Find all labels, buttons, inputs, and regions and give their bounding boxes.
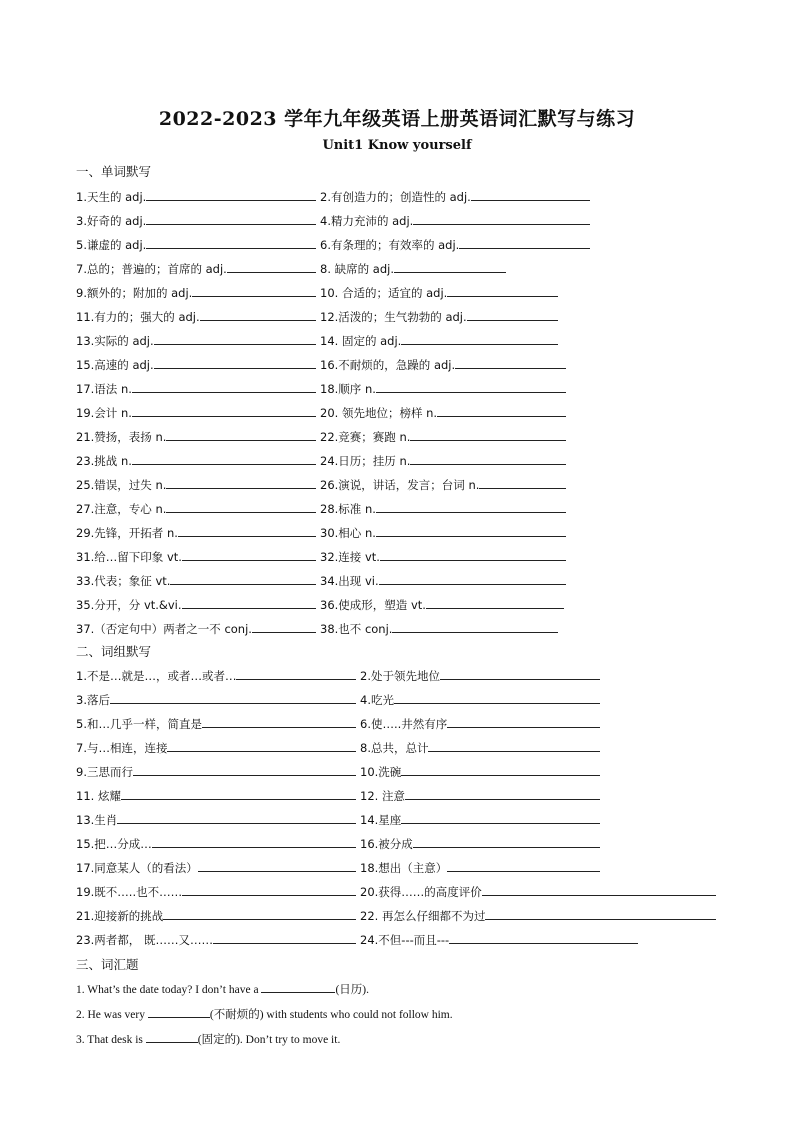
phrase-item-2-answer-blank[interactable]	[440, 665, 600, 680]
vocab-question-2-text-after: (不耐烦的) with students who could not follow him.	[209, 1009, 453, 1021]
phrase-item-20-answer-blank[interactable]	[482, 881, 716, 896]
word-item-20	[320, 402, 568, 422]
word-item-11-label: 11.有力的；强大的 adj.	[76, 310, 200, 324]
word-item-36	[320, 594, 566, 614]
phrase-item-10-answer-blank[interactable]	[401, 761, 600, 776]
word-item-37-label: 37.（否定句中）两者之一不 conj.	[76, 622, 252, 636]
word-item-29-label: 29.先锋，开拓者 n.	[76, 526, 178, 540]
word-item-22	[320, 426, 568, 446]
word-item-12-label: 12.活泼的；生气勃勃的 adj.	[320, 310, 467, 324]
vocab-question-1-text-before: 1. What’s the date today? I don’t have a	[76, 984, 262, 996]
phrase-item-4-label: 4.吃光	[360, 693, 394, 707]
phrase-item-7-label: 7.与…相连，连接	[76, 741, 168, 755]
word-item-14	[320, 330, 560, 350]
phrase-item-17	[76, 857, 358, 877]
word-item-3-answer-blank[interactable]	[146, 210, 316, 225]
word-item-6	[320, 234, 592, 254]
word-item-30-label: 30.相心 n.	[320, 526, 376, 540]
phrase-item-13-answer-blank[interactable]	[117, 809, 356, 824]
phrase-item-12-answer-blank[interactable]	[405, 785, 600, 800]
word-item-31-label: 31.给…留下印象 vt.	[76, 550, 182, 564]
word-item-16-answer-blank[interactable]	[455, 354, 566, 369]
word-item-30	[320, 522, 568, 542]
phrase-item-7-answer-blank[interactable]	[167, 737, 356, 752]
word-item-33-label: 33.代表；象征 vt.	[76, 574, 171, 588]
word-item-10-answer-blank[interactable]	[447, 282, 558, 297]
phrase-item-24-label: 24.不但---而且---	[360, 933, 450, 947]
phrase-item-22	[360, 905, 718, 925]
word-item-36-answer-blank[interactable]	[426, 594, 564, 609]
word-item-25-answer-blank[interactable]	[166, 474, 316, 489]
word-item-16-label: 16.不耐烦的，急躁的 adj.	[320, 358, 456, 372]
phrase-item-16-label: 16.被分成	[360, 837, 413, 851]
phrase-item-1-label: 1.不是…就是…，或者…或者…	[76, 669, 237, 683]
word-item-29-answer-blank[interactable]	[178, 522, 316, 537]
phrase-item-14	[360, 809, 602, 829]
word-item-2	[320, 186, 592, 206]
word-item-26-answer-blank[interactable]	[479, 474, 566, 489]
word-item-29	[76, 522, 318, 542]
section-heading-words: 一、单词默写	[76, 164, 152, 179]
section-heading-phrases: 二、词组默写	[76, 644, 152, 659]
vocab-question-1-text-after: (日历).	[335, 984, 369, 996]
word-item-17-answer-blank[interactable]	[132, 378, 316, 393]
word-item-31	[76, 546, 318, 566]
word-item-22-label: 22.竞赛；赛跑 n.	[320, 430, 411, 444]
word-item-25-label: 25.错误，过失 n.	[76, 478, 167, 492]
phrase-item-6	[360, 713, 602, 733]
word-item-8	[320, 258, 508, 278]
phrase-item-1-answer-blank[interactable]	[236, 665, 356, 680]
word-item-12-answer-blank[interactable]	[467, 306, 558, 321]
word-item-11	[76, 306, 318, 326]
word-item-20-label: 20. 领先地位；榜样 n.	[320, 406, 438, 420]
phrase-item-11-answer-blank[interactable]	[121, 785, 356, 800]
word-item-5-answer-blank[interactable]	[146, 234, 316, 249]
word-item-24-label: 24.日历；挂历 n.	[320, 454, 411, 468]
phrase-item-20	[360, 881, 718, 901]
word-item-5	[76, 234, 318, 254]
word-item-17	[76, 378, 318, 398]
word-item-4	[320, 210, 592, 230]
word-item-30-answer-blank[interactable]	[376, 522, 566, 537]
phrase-item-9	[76, 761, 358, 781]
phrase-item-24-answer-blank[interactable]	[449, 929, 638, 944]
phrase-item-19	[76, 881, 358, 901]
word-item-4-answer-blank[interactable]	[413, 210, 590, 225]
phrase-item-10-label: 10.洗碗	[360, 765, 402, 779]
vocab-question-3-text-before: 3. That desk is	[76, 1034, 146, 1046]
phrase-item-16	[360, 833, 602, 853]
phrase-item-22-answer-blank[interactable]	[485, 905, 716, 920]
word-item-27-answer-blank[interactable]	[166, 498, 316, 513]
phrase-item-8	[360, 737, 602, 757]
word-item-33-answer-blank[interactable]	[170, 570, 316, 585]
word-item-34-label: 34.出现 vi.	[320, 574, 379, 588]
word-item-3-label: 3.好奇的 adj.	[76, 214, 147, 228]
word-item-13	[76, 330, 318, 350]
vocab-question-2-text-before: 2. He was very	[76, 1009, 148, 1021]
word-item-24-answer-blank[interactable]	[410, 450, 566, 465]
phrase-item-19-answer-blank[interactable]	[182, 881, 356, 896]
phrase-item-12	[360, 785, 602, 805]
word-item-2-answer-blank[interactable]	[471, 186, 590, 201]
vocab-question-3-text-after: (固定的). Don’t try to move it.	[197, 1034, 341, 1046]
phrase-item-7	[76, 737, 358, 757]
word-item-15-answer-blank[interactable]	[154, 354, 316, 369]
word-item-34-answer-blank[interactable]	[379, 570, 566, 585]
word-item-38-label: 38.也不 conj.	[320, 622, 393, 636]
phrase-item-15	[76, 833, 358, 853]
phrase-item-23-label: 23.两者都， 既……又……	[76, 933, 213, 947]
phrase-item-15-label: 15.把…分成…	[76, 837, 152, 851]
phrase-item-17-label: 17.同意某人（的看法）	[76, 861, 198, 875]
word-item-28-answer-blank[interactable]	[376, 498, 566, 513]
phrase-item-18-answer-blank[interactable]	[447, 857, 600, 872]
word-item-10-label: 10. 合适的；适宜的 adj.	[320, 286, 448, 300]
word-item-1-label: 1.天生的 adj.	[76, 190, 147, 204]
phrase-item-17-answer-blank[interactable]	[198, 857, 356, 872]
phrase-item-1	[76, 665, 358, 685]
word-item-3	[76, 210, 318, 230]
word-item-23-answer-blank[interactable]	[132, 450, 316, 465]
word-item-16	[320, 354, 568, 374]
phrase-item-5-label: 5.和…几乎一样，简直是	[76, 717, 202, 731]
word-item-35-answer-blank[interactable]	[182, 594, 316, 609]
phrase-item-16-answer-blank[interactable]	[413, 833, 600, 848]
word-item-25	[76, 474, 318, 494]
phrase-item-18-label: 18.想出（主意）	[360, 861, 448, 875]
phrase-item-5-answer-blank[interactable]	[202, 713, 356, 728]
word-item-9	[76, 282, 318, 302]
word-item-18-label: 18.顺序 n.	[320, 382, 376, 396]
word-item-21-label: 21.赞扬，表扬 n.	[76, 430, 167, 444]
word-item-27	[76, 498, 318, 518]
phrase-item-2-label: 2.处于领先地位	[360, 669, 440, 683]
word-item-7-answer-blank[interactable]	[227, 258, 316, 273]
word-item-15-label: 15.高速的 adj.	[76, 358, 154, 372]
phrase-item-8-label: 8.总共，总计	[360, 741, 429, 755]
word-item-22-answer-blank[interactable]	[410, 426, 566, 441]
word-item-13-answer-blank[interactable]	[154, 330, 316, 345]
word-item-13-label: 13.实际的 adj.	[76, 334, 154, 348]
word-item-7	[76, 258, 318, 278]
word-item-32	[320, 546, 568, 566]
word-item-8-label: 8. 缺席的 adj.	[320, 262, 394, 276]
word-item-33	[76, 570, 318, 590]
word-item-15	[76, 354, 318, 374]
word-item-1	[76, 186, 318, 206]
phrase-item-8-answer-blank[interactable]	[428, 737, 600, 752]
word-item-31-answer-blank[interactable]	[182, 546, 316, 561]
phrase-item-5	[76, 713, 358, 733]
unit-subtitle: Unit1 Know yourself	[322, 138, 472, 153]
word-item-9-label: 9.额外的；附加的 adj.	[76, 286, 193, 300]
phrase-item-18	[360, 857, 602, 877]
word-item-19-label: 19.会计 n.	[76, 406, 132, 420]
word-item-26-label: 26.演说，讲话，发言；台词 n.	[320, 478, 480, 492]
word-item-20-answer-blank[interactable]	[437, 402, 566, 417]
phrase-item-14-label: 14.星座	[360, 813, 402, 827]
word-item-36-label: 36.使成形，塑造 vt.	[320, 598, 426, 612]
word-item-32-label: 32.连接 vt.	[320, 550, 380, 564]
word-item-4-label: 4.精力充沛的 adj.	[320, 214, 414, 228]
word-item-5-label: 5.谦虚的 adj.	[76, 238, 147, 252]
phrase-item-21-answer-blank[interactable]	[163, 905, 356, 920]
word-item-35	[76, 594, 318, 614]
phrase-item-9-answer-blank[interactable]	[133, 761, 356, 776]
word-item-35-label: 35.分开，分 vt.&vi.	[76, 598, 182, 612]
word-item-12	[320, 306, 560, 326]
phrase-item-21	[76, 905, 358, 925]
phrase-item-6-answer-blank[interactable]	[447, 713, 600, 728]
phrase-item-22-label: 22. 再怎么仔细都不为过	[360, 909, 486, 923]
phrase-item-20-label: 20.获得……的高度评价	[360, 885, 482, 899]
phrase-item-4	[360, 689, 602, 709]
word-item-19	[76, 402, 318, 422]
word-item-38-answer-blank[interactable]	[392, 618, 558, 633]
phrase-item-23-answer-blank[interactable]	[213, 929, 356, 944]
phrase-item-12-label: 12. 注意	[360, 789, 405, 803]
phrase-item-10	[360, 761, 602, 781]
word-item-8-answer-blank[interactable]	[394, 258, 506, 273]
word-item-23-label: 23.挑战 n.	[76, 454, 132, 468]
phrase-item-23	[76, 929, 358, 949]
phrase-item-3-label: 3.落后	[76, 693, 110, 707]
phrase-item-11	[76, 785, 358, 805]
word-item-17-label: 17.语法 n.	[76, 382, 132, 396]
phrase-item-2	[360, 665, 602, 685]
word-item-37-answer-blank[interactable]	[252, 618, 316, 633]
vocab-question-3	[76, 1028, 340, 1048]
vocab-question-3-answer-blank[interactable]	[146, 1028, 198, 1043]
word-item-2-label: 2.有创造力的；创造性的 adj.	[320, 190, 471, 204]
phrase-item-21-label: 21.迎接新的挑战	[76, 909, 164, 923]
word-item-19-answer-blank[interactable]	[132, 402, 316, 417]
vocab-question-2-answer-blank[interactable]	[148, 1003, 210, 1018]
phrase-item-11-label: 11. 炫耀	[76, 789, 121, 803]
word-item-38	[320, 618, 560, 638]
phrase-item-4-answer-blank[interactable]	[394, 689, 600, 704]
phrase-item-6-label: 6.使…..井然有序	[360, 717, 448, 731]
phrase-item-9-label: 9.三思而行	[76, 765, 133, 779]
phrase-item-19-label: 19.既不…..也不……	[76, 885, 183, 899]
word-item-18	[320, 378, 568, 398]
phrase-item-24	[360, 929, 640, 949]
vocab-question-1-answer-blank[interactable]	[261, 978, 335, 993]
phrase-item-14-answer-blank[interactable]	[401, 809, 600, 824]
phrase-item-3	[76, 689, 358, 709]
word-item-11-answer-blank[interactable]	[200, 306, 316, 321]
phrase-item-15-answer-blank[interactable]	[152, 833, 356, 848]
phrase-item-13	[76, 809, 358, 829]
word-item-26	[320, 474, 568, 494]
word-item-28-label: 28.标准 n.	[320, 502, 376, 516]
word-item-14-answer-blank[interactable]	[401, 330, 558, 345]
page-title: 2022-2023 学年九年级英语上册英语词汇默写与练习	[158, 108, 636, 130]
word-item-27-label: 27.注意，专心 n.	[76, 502, 167, 516]
section-heading-vocab: 三、词汇题	[76, 957, 139, 972]
word-item-7-label: 7.总的；普遍的；首席的 adj.	[76, 262, 227, 276]
word-item-21	[76, 426, 318, 446]
word-item-18-answer-blank[interactable]	[376, 378, 566, 393]
word-item-6-label: 6.有条理的；有效率的 adj.	[320, 238, 460, 252]
phrase-item-13-label: 13.生肖	[76, 813, 118, 827]
word-item-37	[76, 618, 318, 638]
word-item-10	[320, 282, 560, 302]
word-item-24	[320, 450, 568, 470]
vocab-question-1	[76, 978, 369, 998]
word-item-1-answer-blank[interactable]	[146, 186, 316, 201]
word-item-34	[320, 570, 568, 590]
phrase-item-3-answer-blank[interactable]	[110, 689, 356, 704]
word-item-9-answer-blank[interactable]	[192, 282, 316, 297]
vocab-question-2	[76, 1003, 453, 1023]
word-item-23	[76, 450, 318, 470]
word-item-21-answer-blank[interactable]	[166, 426, 316, 441]
word-item-32-answer-blank[interactable]	[380, 546, 566, 561]
word-item-28	[320, 498, 568, 518]
word-item-14-label: 14. 固定的 adj.	[320, 334, 402, 348]
word-item-6-answer-blank[interactable]	[459, 234, 590, 249]
